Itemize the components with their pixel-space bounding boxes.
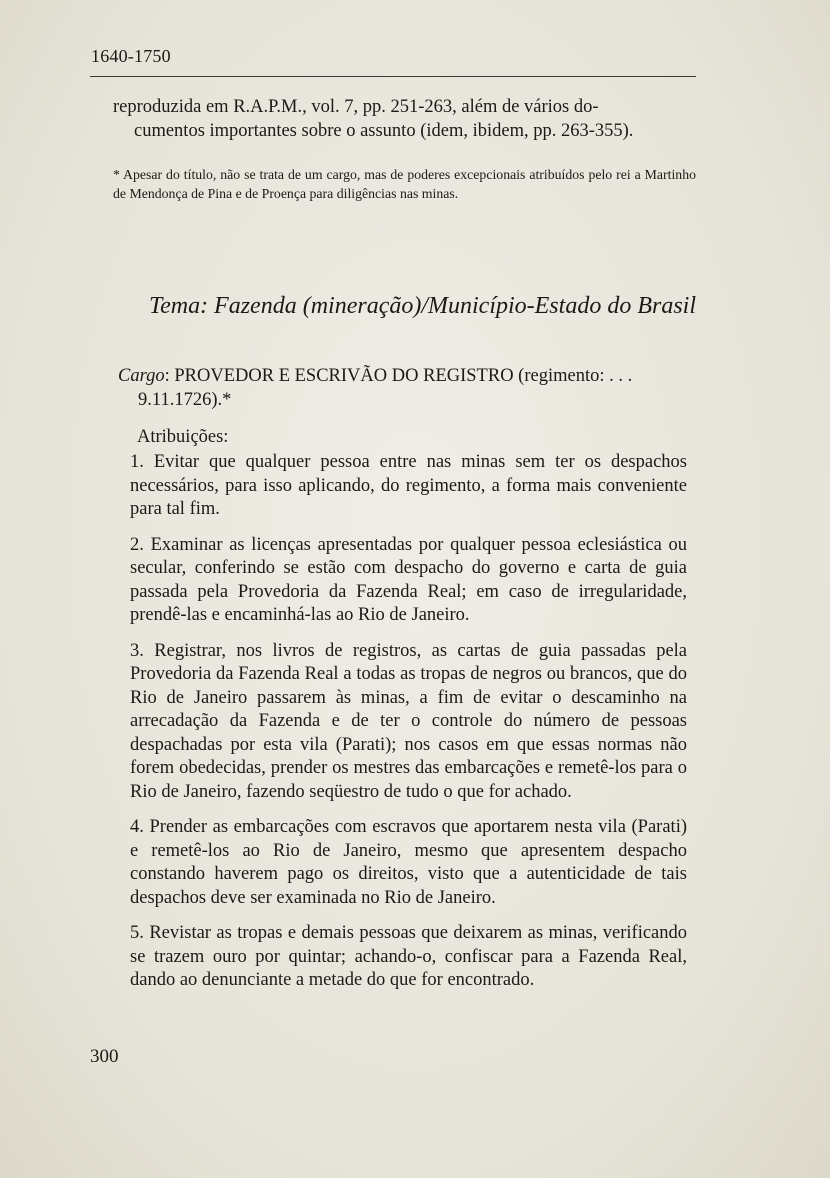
attribution-item: [130, 640, 687, 805]
attributions-list: [130, 451, 687, 1005]
attribution-text: Examinar as licenças apresentadas por qualquer pessoa eclesiástica ou secular, conferindo se estão com despacho do governo e carta de guia passada pela Provedoria da Fazenda Real; em caso de irregularidade, prendê-las e encaminhá-las ao Rio de Janeiro.: [130, 534, 687, 625]
page-number: 300: [90, 1046, 119, 1067]
intro-paragraph: [113, 96, 694, 143]
cargo-label: Cargo: [118, 366, 165, 386]
attributions-heading: Atribuições:: [137, 427, 229, 447]
cargo-heading: [118, 365, 696, 412]
attribution-item: [130, 451, 687, 522]
intro-line-1: reproduzida em R.A.P.M., vol. 7, pp. 251-263, além de vários do-: [113, 97, 599, 117]
attribution-item: [130, 922, 687, 993]
attribution-number: 4.: [130, 817, 144, 837]
attribution-text: Revistar as tropas e demais pessoas que deixarem as minas, verificando se trazem ouro por quintar; achando-o, confiscar para a Fazenda Real, dando ao denunciante a metade do que for encontrado.: [130, 923, 688, 990]
attribution-text: Prender as embarcações com escravos que aportarem nesta vila (Parati) e remetê-los ao Rio de Janeiro, mesmo que apresentem despacho constando haverem pago os direitos, visto que a autenticidade de tais despachos deve ser examinada no Rio de Janeiro.: [130, 817, 687, 908]
header-rule: [90, 76, 696, 77]
attribution-item: [130, 816, 687, 910]
attribution-number: 1.: [130, 452, 144, 472]
intro-line-2: cumentos importantes sobre o assunto (idem, ibidem, pp. 263-355).: [134, 120, 634, 141]
attribution-number: 2.: [130, 534, 144, 555]
attribution-text: Registrar, nos livros de registros, as cartas de guia passadas pela Provedoria da Fazenda Real a todas as tropas de negros ou brancos, que do Rio de Janeiro passarem às minas, a fim de evitar o descaminho na arrecadação da Fazenda e de ter o controle do número de pessoas despachadas por esta vila (Parati); nos casos em que essas normas não forem obedecidas, prender os mestres das embarcações e remetê-los para o Rio de Janeiro, fazendo seqüestro de tudo o que for achado.: [130, 640, 688, 802]
cargo-line-2: 9.11.1726).*: [138, 389, 232, 410]
attribution-text: Evitar que qualquer pessoa entre nas minas sem ter os despachos necessários, para isso aplicando, do regimento, a forma mais conveniente para tal fim.: [130, 452, 688, 519]
footnote: * Apesar do título, não se trata de um cargo, mas de poderes excepcionais atribuídos pelo rei a Martinho de Mendonça de Pina e de Proença para diligências nas minas.: [113, 167, 696, 201]
attribution-item: [130, 534, 687, 628]
attribution-number: 5.: [130, 923, 144, 943]
cargo-title: : PROVEDOR E ESCRIVÃO DO REGISTRO (regimento: . . .: [164, 366, 633, 386]
cargo-line-1: [118, 365, 696, 389]
attribution-number: 3.: [130, 640, 144, 661]
running-head-period: 1640-1750: [91, 46, 171, 66]
section-theme-title: Tema: Fazenda (mineração)/Município-Estado do Brasil: [148, 293, 696, 319]
